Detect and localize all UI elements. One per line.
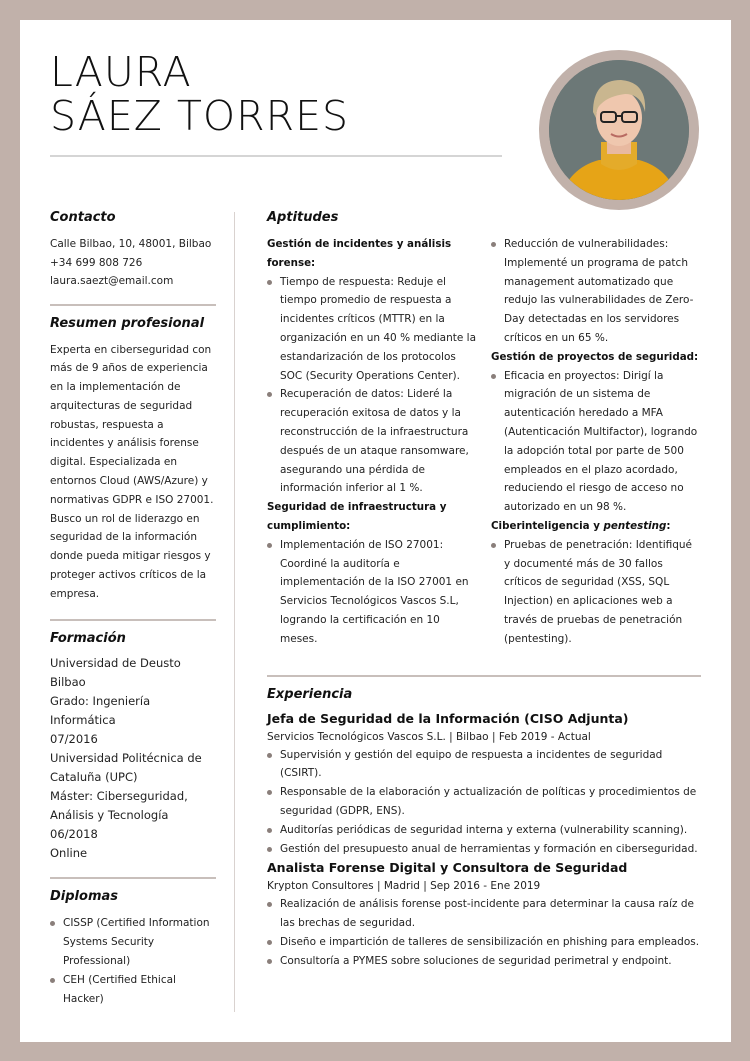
job-title: Jefa de Seguridad de la Información (CISO Adjunta) [267, 710, 629, 726]
job-duty: Supervisión y gestión del equipo de respuesta a incidentes de seguridad (CSIRT). [267, 746, 701, 784]
education-section [50, 631, 216, 863]
contact-address: Calle Bilbao, 10, 48001, Bilbao [50, 238, 212, 250]
experience-title: Experiencia [267, 686, 353, 702]
job-duty: Consultoría a PYMES sobre soluciones de seguridad perimetral y endpoint. [267, 952, 701, 971]
name-divider [50, 155, 502, 157]
job-duty: Responsable de la elaboración y actualización de políticas y procedimientos de seguridad (GDPR, ENS). [267, 783, 701, 821]
experience-section [267, 687, 701, 971]
skill-group-heading: Gestión de proyectos de seguridad: [491, 350, 699, 363]
heading-part-italic: pentesting [603, 519, 667, 532]
skill-group-heading: Gestión de incidentes y análisis forense: [267, 238, 452, 269]
summary-text: Experta en ciberseguridad con más de 9 años de experiencia en la implementación de arquitecturas de seguridad robustas, respuesta a incidentes y análisis forense digital. Especializada en entornos Cloud (AWS/Azure) y normativas GDPR e ISO 27001. Busco un rol de liderazgo en seguridad de la información donde pueda mitigar riesgos y proteger activos críticos de la empresa. [50, 343, 214, 600]
diplomas-section [50, 889, 216, 1009]
skills-section [267, 210, 701, 649]
first-name: LAURA [50, 48, 192, 96]
job-entry [267, 709, 701, 859]
job-meta: Krypton Consultores | Madrid | Sep 2016 - Ene 2019 [267, 880, 541, 893]
resume-page [20, 20, 731, 1042]
skills-column-right [491, 235, 701, 649]
skill-item: Reducción de vulnerabilidades: Implementé un programa de patch management automatizado que redujo las vulnerabilidades de Zero-Day detectadas en los servidores críticos en un 65 %. [491, 235, 701, 348]
skills-column-left [267, 235, 477, 649]
job-title: Analista Forense Digital y Consultora de Seguridad [267, 860, 628, 876]
section-divider [50, 877, 216, 879]
right-column [267, 210, 701, 971]
contact-email: laura.saezt@email.com [50, 275, 174, 287]
contact-title: Contacto [50, 210, 116, 225]
education-line: Online [50, 845, 88, 860]
contact-section [50, 210, 216, 291]
skill-item: Eficacia en proyectos: Dirigí la migración de un sistema de autenticación heredado a MFA (Autenticación Multifactor), logrando la adopción total por parte de 500 empleados en el plazo acordado, reduciendo el riesgo de acceso no autorizado en un 98 %. [491, 367, 701, 517]
education-line: Universidad de Deusto [50, 655, 181, 670]
section-divider [267, 675, 701, 677]
job-entry [267, 858, 701, 970]
job-duty: Realización de análisis forense post-incidente para determinar la causa raíz de las brechas de seguridad. [267, 895, 701, 933]
candidate-name [50, 50, 349, 138]
education-line: Grado: Ingeniería Informática [50, 693, 151, 727]
education-title: Formación [50, 630, 126, 646]
job-duty: Diseño e impartición de talleres de sensibilización en phishing para empleados. [267, 933, 701, 952]
section-divider [50, 304, 216, 306]
diploma-item: CEH (Certified Ethical Hacker) [50, 971, 216, 1009]
job-meta: Servicios Tecnológicos Vascos S.L. | Bilbao | Feb 2019 - Actual [267, 730, 591, 743]
education-line: Universidad Politécnica de Cataluña (UPC) [50, 750, 202, 784]
skill-group-heading [491, 517, 701, 536]
diploma-item: CISSP (Certified Information Systems Security Professional) [50, 914, 216, 971]
skill-group-heading: Seguridad de infraestructura y cumplimiento: [267, 501, 447, 532]
profile-photo-frame [539, 50, 699, 210]
heading-part: : [666, 519, 671, 532]
skill-item: Implementación de ISO 27001: Coordiné la auditoría e implementación de la ISO 27001 en Servicios Tecnológicos Vascos S.L, logrando la certificación en 10 meses. [267, 536, 477, 649]
summary-title: Resumen profesional [50, 315, 205, 331]
job-duty: Gestión del presupuesto anual de herramientas y formación en ciberseguridad. [267, 840, 701, 859]
education-line: Bilbao [50, 674, 86, 689]
last-name: SÁEZ TORRES [50, 92, 350, 140]
diplomas-title: Diplomas [50, 888, 118, 904]
section-divider [50, 619, 216, 621]
education-line: Máster: Ciberseguridad, Análisis y Tecnología [50, 788, 188, 822]
education-line: 06/2018 [50, 826, 98, 841]
job-duty: Auditorías periódicas de seguridad interna y externa (vulnerability scanning). [267, 821, 701, 840]
profile-photo [549, 60, 689, 200]
left-column [50, 210, 216, 1009]
heading-part: Ciberinteligencia y [491, 519, 604, 532]
skills-title: Aptitudes [267, 210, 339, 225]
column-divider [234, 212, 235, 1012]
summary-section [50, 316, 216, 604]
skill-item: Recuperación de datos: Lideré la recuperación exitosa de datos y la reconstrucción de la infraestructura después de un ataque ransomware, asegurando una pérdida de información inferior al 1 %. [267, 385, 477, 498]
contact-phone: +34 699 808 726 [50, 256, 143, 269]
skill-item: Pruebas de penetración: Identifiqué y documenté más de 30 fallos críticos de seguridad (XSS, SQL Injection) en aplicaciones web a través de pruebas de penetración (pentesting). [491, 536, 701, 649]
education-line: 07/2016 [50, 731, 98, 746]
skill-item: Tiempo de respuesta: Reduje el tiempo promedio de respuesta a incidentes críticos (MTTR) en la organización en un 40 % mediante la estandarización de los protocolos SOC (Security Operations Center). [267, 273, 477, 386]
